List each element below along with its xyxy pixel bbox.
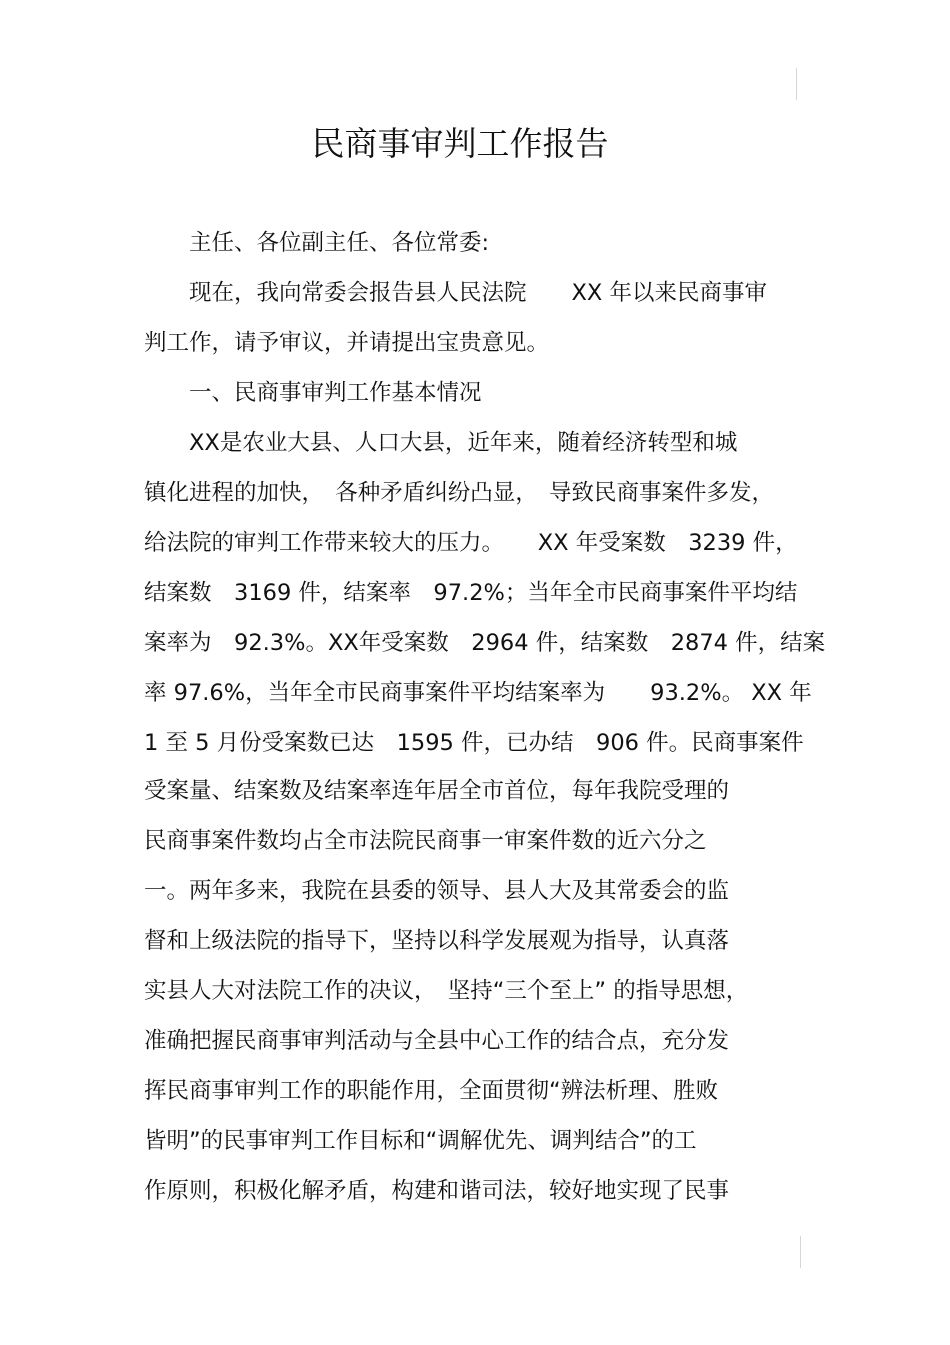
paragraph-line: 受案量、结案数及结案率连年居全市首位，每年我院受理的 (144, 778, 730, 804)
paragraph-line: 1 至 5 月份受案数已达 1595 件，已办结 906 件。民商事案件 (144, 730, 804, 756)
paragraph-line: 一、民商事审判工作基本情况 (144, 380, 482, 406)
paragraph-line: 皆明”的民事审判工作目标和“调解优先、调判结合”的工 (144, 1128, 697, 1154)
paragraph-line: 案率为 92.3%。XX年受案数 2964 件，结案数 2874 件，结案 (144, 630, 826, 656)
paragraph-line: 一。两年多来，我院在县委的领导、县人大及其常委会的监 (144, 878, 730, 904)
paragraph-line: 镇化进程的加快， 各种矛盾纠纷凸显， 导致民商事案件多发， (144, 480, 775, 506)
paragraph-line: XX是农业大县、人口大县，近年来，随着经济转型和城 (144, 430, 738, 456)
paragraph-line: 判工作，请予审议，并请提出宝贵意见。 (144, 330, 550, 356)
paragraph-line: 挥民商事审判工作的职能作用，全面贯彻“辨法析理、胜败 (144, 1078, 719, 1104)
paragraph-line: 准确把握民商事审判活动与全县中心工作的结合点，充分发 (144, 1028, 730, 1054)
paragraph-line: 率 97.6%，当年全市民商事案件平均结案率为 93.2%。 XX 年 (144, 680, 812, 706)
paragraph-line: 督和上级法院的指导下，坚持以科学发展观为指导，认真落 (144, 928, 730, 954)
paragraph-line: 主任、各位副主任、各位常委: (144, 230, 490, 256)
page-corner-mark-bottom (800, 1236, 801, 1268)
paragraph-line: 民商事案件数均占全市法院民商事一审案件数的近六分之 (144, 828, 707, 854)
paragraph-line: 给法院的审判工作带来较大的压力。 XX 年受案数 3239 件， (144, 530, 798, 556)
paragraph-line: 作原则，积极化解矛盾，构建和谐司法，较好地实现了民事 (144, 1178, 730, 1204)
document-title: 民商事审判工作报告 (311, 124, 609, 163)
paragraph-line: 现在，我向常委会报告县人民法院 XX 年以来民商事审 (144, 280, 767, 306)
paragraph-line: 结案数 3169 件，结案率 97.2%；当年全市民商事案件平均结 (144, 580, 798, 606)
paragraph-line: 实县人大对法院工作的决议， 坚持“三个至上” 的指导思想， (144, 978, 749, 1004)
page-corner-mark-top (796, 68, 797, 100)
